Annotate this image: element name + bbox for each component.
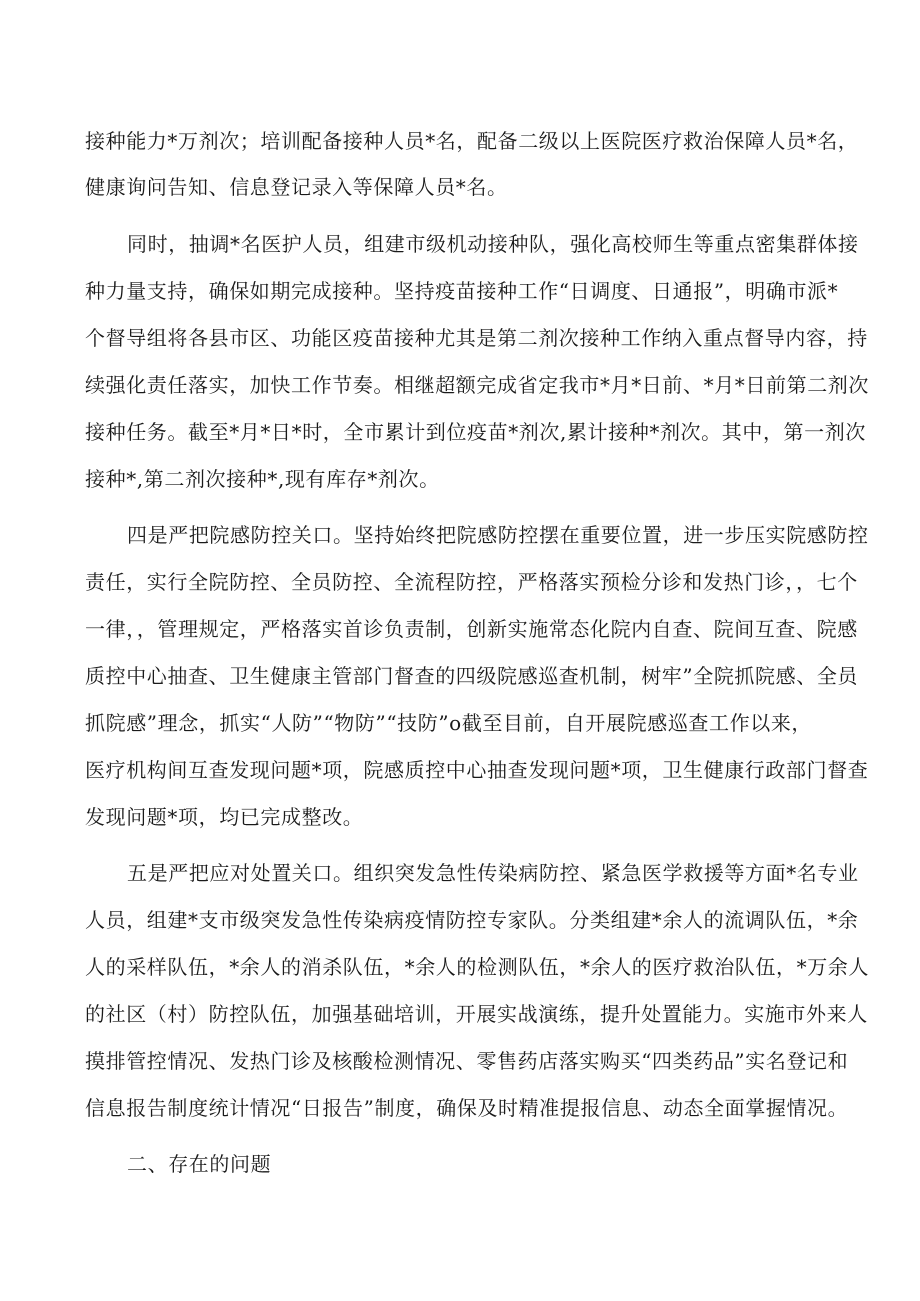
text-line: 种力量支持，确保如期完成接种。坚持疫苗接种工作“日调度、日通报”，明确市派* <box>85 279 839 303</box>
text-line: 人的采样队伍，*余人的消杀队伍，*余人的检测队伍，*余人的医疗救治队伍，*万余人 <box>85 955 869 979</box>
text-line: 接种*,第二剂次接种*,现有库存*剂次。 <box>85 467 440 491</box>
text-line: 续强化责任落实，加快工作节奏。相继超额完成省定我市*月*日前、*月*日前第二剂次 <box>85 373 869 397</box>
text-line: 同时，抽调*名医护人员，组建市级机动接种队，强化高校师生等重点密集群体接 <box>127 232 859 256</box>
text-line: 健康询问告知、信息登记录入等保障人员*名。 <box>85 175 508 199</box>
text-line: 抓院感”理念，抓实“人防”“物防”“技防”o截至目前，自开展院感巡查工作以来， <box>85 711 813 735</box>
text-line: 一律，，管理规定，严格落实首诊负责制，创新实施常态化院内自查、院间互查、院感 <box>85 617 858 641</box>
text-line: 摸排管控情况、发热门诊及核酸检测情况、零售药店落实购买“四类药品”实名登记和 <box>85 1049 849 1073</box>
text-line: 医疗机构间互查发现问题*项，院感质控中心抽查发现问题*项，卫生健康行政部门督查 <box>85 758 869 782</box>
text-line: 人员，组建*支市级突发急性传染病疫情防控专家队。分类组建*余人的流调队伍，*余 <box>85 908 859 932</box>
text-line: 发现问题*项，均已完成整改。 <box>85 805 364 829</box>
text-line: 质控中心抽查、卫生健康主管部门督查的四级院感巡查机制，树牢”全院抓院感、全员 <box>85 664 859 688</box>
text-line: 四是严把院感防控关口。坚持始终把院感防控摆在重要位置，进一步压实院感防控 <box>127 523 869 547</box>
text-line: 五是严把应对处置关口。组织突发急性传染病防控、紧急医学救援等方面*名专业 <box>127 861 859 885</box>
text-line: 个督导组将各县市区、功能区疫苗接种尤其是第二剂次接种工作纳入重点督导内容，持 <box>85 326 868 350</box>
section-heading: 二、存在的问题 <box>127 1152 272 1176</box>
text-line: 信息报告制度统计情况“日报告”制度，确保及时精准提报信息、动态全面掌握情况。 <box>85 1096 849 1120</box>
text-line: 接种能力*万剂次；培训配备接种人员*名，配备二级以上医院医疗救治保障人员*名， <box>85 129 859 153</box>
text-line: 接种任务。截至*月*日*时，全市累计到位疫苗*剂次,累计接种*剂次。其中，第一剂次 <box>85 420 866 444</box>
text-line: 责任，实行全院防控、全员防控、全流程防控，严格落实预检分诊和发热门诊，，七个 <box>85 570 858 594</box>
text-line: 的社区（村）防控队伍，加强基础培训，开展实战演练，提升处置能力。实施市外来人 <box>85 1002 868 1026</box>
